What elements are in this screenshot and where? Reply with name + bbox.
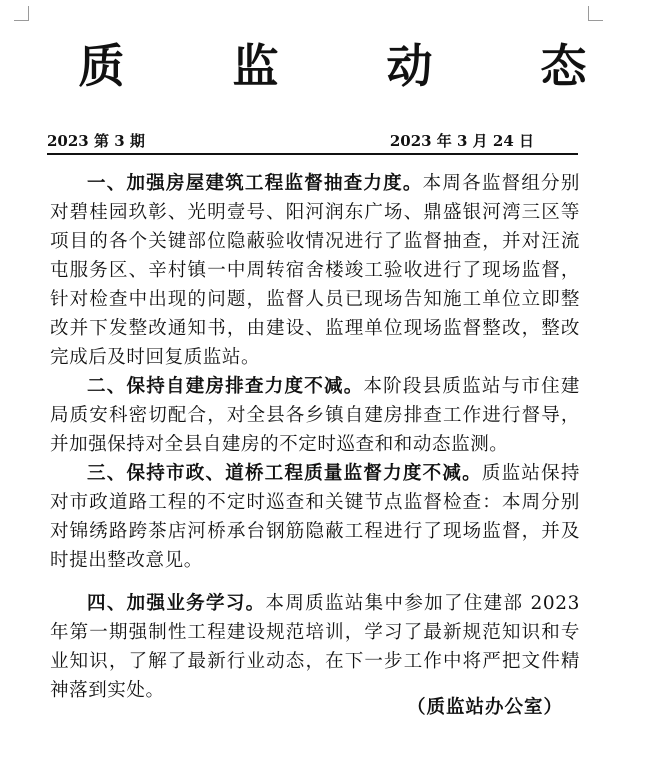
section-paragraph-2	[50, 372, 580, 459]
issue-date: 2023 年 3 月 24 日	[389, 132, 534, 150]
section-heading-1: 一、加强房屋建筑工程监督抽查力度。	[87, 173, 423, 194]
issue-number: 2023 第 3 期	[47, 132, 145, 150]
section-text-4: 本周质监站集中参加了住建部 2023 年第一期强制性工程建设规范培训，学习了最新规范知识和专业知识，了解了最新行业动态，在下一步工作中将严把文件精神落到实处。	[50, 593, 581, 701]
section-heading-4: 四、加强业务学习。	[87, 593, 266, 614]
issue-header	[47, 131, 578, 155]
page-corner-mark-right	[588, 6, 603, 21]
section-text-2: 本阶段县质监站与市住建局质安科密切配合，对全县各乡镇自建房排查工作进行督导，并加强保持对全县自建房的不定时巡查和和动态监测。	[50, 376, 580, 455]
section-heading-2: 二、保持自建房排查力度不减。	[87, 376, 364, 397]
section-text-1: 本周各监督组分别对碧桂园玖彰、光明壹号、阳河润东广场、鼎盛银河湾三区等项目的各个关键部位隐蔽验收情况进行了监督抽查，并对汪流屯服务区、辛村镇一中周转宿舍楼竣工验收进行了现场监督，针对检查中出现的问题，监督人员已现场告知施工单位立即整改并下发整改通知书，由建设、监理单位现场监督整改，整改完成后及时回复质监站。	[50, 173, 580, 368]
section-paragraph-3	[50, 459, 580, 575]
page-corner-mark-left	[14, 6, 29, 21]
document-body	[50, 169, 580, 705]
section-paragraph-1	[50, 169, 580, 372]
section-heading-3: 三、保持市政、道桥工程质量监督力度不减。	[87, 463, 482, 484]
section-text-3: 质监站保持对市政道路工程的不定时巡查和关键节点监督检查：本周分别对锦绣路跨茶店河桥承台钢筋隐蔽工程进行了现场监督，并及时提出整改意见。	[50, 463, 580, 571]
section-paragraph-4	[50, 589, 580, 705]
signature: （质监站办公室）	[407, 697, 564, 718]
document-title: 质 监 动 态	[78, 39, 633, 93]
